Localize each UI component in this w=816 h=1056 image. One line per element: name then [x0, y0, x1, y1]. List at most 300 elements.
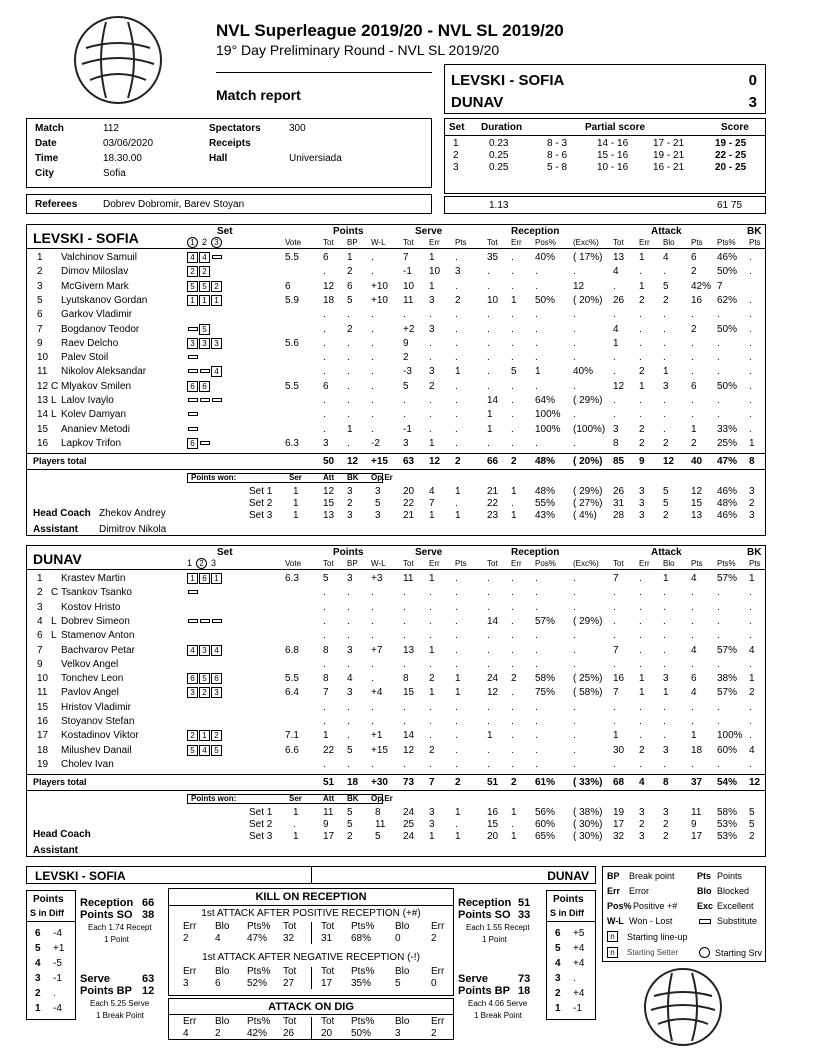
stat-cell: .: [663, 323, 666, 335]
player-name: Bogdanov Teodor: [61, 323, 140, 335]
stat-cell: .: [613, 352, 616, 364]
stat-cell: .: [535, 744, 538, 756]
stat-cell: .: [663, 716, 666, 727]
set-row-cell: 5: [347, 807, 353, 818]
player-name: Milushev Danail: [61, 744, 132, 756]
stat-cell: .: [511, 395, 514, 406]
stat-cell: .: [429, 337, 432, 349]
set-mark-1: 1: [187, 237, 198, 248]
stat-cell: .: [511, 744, 514, 756]
stat-cell: +1: [371, 730, 383, 742]
player-row: [27, 672, 765, 686]
stat-cell: 1: [663, 687, 669, 699]
stat-cell: .: [403, 658, 406, 670]
stat-cell: .: [347, 730, 350, 742]
player-row: [27, 351, 765, 365]
stat-cell: .: [749, 587, 752, 599]
lineup-box: 4: [187, 645, 198, 656]
referees-box: [26, 194, 432, 214]
points-rotation: 3: [35, 973, 41, 984]
stat-cell: .: [455, 252, 458, 263]
total-cell: 2: [455, 777, 461, 788]
player-name: Stamenov Anton: [61, 630, 135, 642]
substitute-mark-icon: [188, 619, 198, 623]
col-header: Pts: [749, 559, 761, 568]
set-row-cell: 23: [487, 510, 499, 521]
stat-cell: 2: [429, 380, 435, 392]
stat-cell: 2: [663, 437, 669, 449]
set-row-cell: 5: [347, 819, 353, 830]
stat-cell: 1: [639, 673, 645, 685]
stat-cell: .: [639, 395, 642, 406]
stat-cell: .: [347, 587, 350, 599]
stat-cell: .: [487, 366, 490, 378]
stat-cell: 46%: [717, 252, 738, 263]
substitute-mark-icon: [200, 441, 210, 445]
lineup-box: 1: [187, 295, 198, 306]
stat-cell: 3: [403, 437, 409, 449]
lineup-marks: [187, 252, 223, 263]
coach-label: Head Coach: [33, 508, 91, 519]
legend-pos-text: Positive +#: [633, 901, 678, 911]
set-row-label: Set 2: [249, 498, 273, 509]
stat-cell: 1: [487, 409, 493, 421]
kill-col-value: 20: [321, 1028, 333, 1039]
stat-cell: .: [663, 352, 666, 364]
stat-cell: .: [717, 758, 720, 770]
points-rotation: 1: [555, 1003, 561, 1014]
stat-cell: .: [511, 266, 514, 278]
player-row: [27, 744, 765, 758]
set-row-cell: 58%: [717, 807, 738, 818]
stat-cell: 1: [487, 730, 493, 742]
legend-bp-text: Break point: [629, 871, 675, 881]
points-won-header: BK: [347, 473, 359, 482]
stat-cell: .: [323, 701, 326, 713]
stat-cell: 1: [613, 337, 619, 349]
header-line: [27, 569, 765, 570]
set-row-cell: 1: [455, 831, 461, 842]
result-team2: DUNAV: [451, 94, 504, 111]
player-name: Kostov Hristo: [61, 601, 121, 613]
right-reception-value: 51: [518, 897, 531, 909]
set-row-cell: 1: [429, 510, 435, 521]
substitute-mark-icon: [699, 919, 711, 924]
stat-cell: .: [455, 758, 458, 770]
stat-cell: .: [749, 423, 752, 435]
stat-cell: .: [511, 758, 514, 770]
substitute-mark-icon: [188, 412, 198, 416]
stat-cell: 2: [639, 423, 645, 435]
stat-cell: .: [511, 687, 514, 699]
player-name: Lapkov Trifon: [61, 437, 122, 449]
stat-cell: .: [749, 409, 752, 421]
stat-cell: .: [511, 423, 514, 435]
stat-cell: 40%: [573, 366, 594, 378]
col-header: W-L: [371, 238, 386, 247]
stat-cell: .: [511, 615, 514, 627]
set-score-cell: 0.25: [489, 150, 509, 161]
stat-cell: .: [323, 758, 326, 770]
stat-cell: .: [455, 323, 458, 335]
stat-cell: 35: [487, 252, 499, 263]
player-name: Cholev Ivan: [61, 758, 114, 770]
stat-cell: 5: [511, 366, 517, 378]
kill-col-value: 42%: [247, 1028, 268, 1039]
date-label: Date: [35, 138, 57, 149]
stat-cell: .: [323, 630, 326, 642]
set-row-cell: 5: [749, 807, 755, 818]
time-label: Time: [35, 153, 59, 164]
lineup-box: 2: [211, 281, 222, 292]
stat-cell: 5.5: [285, 252, 299, 263]
stat-cell: 7: [613, 687, 619, 699]
kill-col-header: Err: [183, 966, 197, 977]
set-row-cell: 1: [293, 831, 299, 842]
match-number: 112: [103, 123, 119, 134]
col-header: Err: [429, 559, 440, 568]
stat-cell: 12: [573, 280, 585, 292]
player-number: 4: [37, 615, 43, 627]
left-one-point: 1 Point: [104, 935, 129, 944]
stat-cell: .: [323, 266, 326, 278]
player-number: 7: [37, 644, 43, 656]
sets-header-set: Set: [449, 122, 465, 133]
points-won-header: BK: [347, 794, 359, 803]
player-number: 3: [37, 601, 43, 613]
stat-cell: .: [511, 352, 514, 364]
stat-cell: 7: [613, 644, 619, 656]
stat-cell: .: [691, 409, 694, 421]
kill-col-header: Pts%: [351, 1016, 375, 1027]
set-row-label: Set 1: [249, 807, 273, 818]
col-header: BP: [347, 559, 358, 568]
col-group-attack: Attack: [651, 226, 682, 237]
stat-cell: .: [403, 309, 406, 321]
kill-col-header: Tot: [321, 1016, 335, 1027]
lineup-box: 3: [187, 338, 198, 349]
stat-cell: 3: [429, 323, 435, 335]
total-cell: 4: [639, 777, 645, 788]
stat-cell: .: [371, 601, 374, 613]
stat-cell: -3: [403, 366, 412, 378]
player-row: [27, 380, 765, 394]
stat-cell: .: [663, 337, 666, 349]
stat-cell: (100%): [573, 423, 606, 435]
stat-cell: .: [535, 587, 538, 599]
stat-cell: 2: [429, 744, 435, 756]
lineup-box: 3: [199, 645, 210, 656]
set-row-cell: 3: [375, 510, 381, 521]
stat-cell: .: [639, 716, 642, 727]
stat-cell: .: [639, 337, 642, 349]
stat-cell: .: [573, 716, 576, 727]
stat-cell: .: [639, 352, 642, 364]
stat-cell: .: [347, 309, 350, 321]
stat-cell: +7: [371, 644, 383, 656]
stat-cell: .: [717, 658, 720, 670]
stat-cell: .: [371, 758, 374, 770]
total-cell: 63: [403, 456, 415, 467]
stat-cell: 4: [691, 573, 697, 584]
col-header: Tot: [487, 238, 498, 247]
player-row: [27, 658, 765, 672]
player-row: [27, 601, 765, 615]
stat-cell: .: [487, 587, 490, 599]
stat-cell: .: [691, 395, 694, 406]
stat-cell: .: [639, 601, 642, 613]
points-diff: -4: [53, 1003, 62, 1014]
total-cell: +15: [371, 456, 388, 467]
points-diff: .: [53, 988, 56, 999]
stat-cell: .: [487, 644, 490, 656]
set-row-cell: 8: [375, 807, 381, 818]
kill-col-header: Blo: [215, 1016, 230, 1027]
stat-cell: 7: [613, 573, 619, 584]
set-row-cell: .: [511, 819, 514, 830]
stat-cell: 24: [487, 673, 499, 685]
kill-col-header: Tot: [283, 921, 297, 932]
legend-pts: Pts: [697, 871, 712, 881]
total-cell: 12: [429, 456, 441, 467]
lineup-marks: [187, 616, 223, 626]
total-duration: 1.13: [489, 200, 509, 211]
stat-cell: .: [749, 630, 752, 642]
left-sindiff: S in Diff: [30, 908, 64, 918]
set-marks: [187, 237, 226, 248]
player-row: [27, 323, 765, 337]
lineup-box: 3: [199, 338, 210, 349]
assistant-name: Dimitrov Nikola: [99, 524, 167, 535]
total-cell: 12: [347, 456, 359, 467]
stat-cell: 12: [613, 380, 625, 392]
stat-cell: .: [347, 352, 350, 364]
stat-cell: 5.6: [285, 337, 299, 349]
points-rotation: 2: [555, 988, 561, 999]
stat-cell: 2: [749, 687, 755, 699]
stat-cell: 5: [347, 744, 353, 756]
stat-cell: .: [511, 730, 514, 742]
kill-col-header: Tot: [283, 1016, 297, 1027]
set-row-cell: 3: [429, 819, 435, 830]
set-row-cell: 17: [691, 831, 703, 842]
set-row-cell: 1: [293, 510, 299, 521]
set-row-cell: 2: [663, 831, 669, 842]
substitute-mark-icon: [212, 398, 222, 402]
stat-cell: 4: [691, 644, 697, 656]
stat-cell: .: [691, 366, 694, 378]
stat-cell: .: [691, 758, 694, 770]
player-number: 17: [37, 730, 49, 742]
stat-cell: .: [511, 280, 514, 292]
stat-cell: .: [573, 323, 576, 335]
result-score2: 3: [748, 94, 757, 111]
stat-cell: 8: [323, 673, 329, 685]
stat-cell: .: [347, 630, 350, 642]
stat-cell: 12: [403, 744, 415, 756]
stat-cell: .: [691, 658, 694, 670]
set-row-cell: 3: [749, 510, 755, 521]
set-row-cell: 5: [375, 831, 381, 842]
set-row-cell: ( 30%): [573, 819, 603, 830]
stat-cell: .: [663, 644, 666, 656]
stat-cell: .: [717, 409, 720, 421]
stat-cell: .: [573, 266, 576, 278]
legend-srv-text: Starting Srv: [715, 948, 763, 958]
total-label: Players total: [33, 456, 87, 466]
stat-cell: .: [639, 573, 642, 584]
bottom-team2: DUNAV: [547, 869, 589, 883]
stat-cell: .: [403, 615, 406, 627]
kill-col-value: 0: [395, 933, 401, 944]
stat-cell: .: [749, 758, 752, 770]
stat-cell: .: [663, 587, 666, 599]
stat-cell: 1: [639, 252, 645, 263]
stat-cell: .: [535, 323, 538, 335]
player-role: C: [51, 380, 59, 392]
stat-cell: .: [487, 380, 490, 392]
right-serve-value: 73: [518, 973, 531, 985]
stat-cell: 1: [691, 423, 697, 435]
kill-col-header: Pts%: [351, 921, 375, 932]
left-serve-label: Serve: [80, 973, 110, 985]
lineup-marks: [187, 366, 223, 377]
set-row-cell: 13: [691, 510, 703, 521]
stat-cell: .: [639, 730, 642, 742]
points-diff: -4: [53, 928, 62, 939]
stat-cell: 3: [663, 380, 669, 392]
total-cell: 40: [691, 456, 703, 467]
stat-cell: 3: [347, 573, 353, 584]
stat-cell: 2: [691, 437, 697, 449]
lineup-box: 5: [187, 281, 198, 292]
player-role: L: [51, 395, 57, 406]
player-number: 11: [37, 366, 48, 378]
col-header: Blo: [663, 559, 675, 568]
col-header: Pts: [691, 559, 703, 568]
kill-divider: [311, 922, 312, 944]
match-info: [26, 118, 432, 188]
stat-cell: .: [455, 409, 458, 421]
stat-cell: .: [511, 630, 514, 642]
stat-cell: .: [455, 437, 458, 449]
stat-cell: 1: [455, 673, 461, 685]
stat-cell: 38%: [717, 673, 738, 685]
total-cell: 51: [323, 777, 335, 788]
lineup-marks: [187, 645, 223, 656]
legend-pos: Pos%: [607, 901, 632, 911]
stat-cell: .: [371, 615, 374, 627]
total-label: Players total: [33, 777, 87, 787]
set-score-cell: 19 - 21: [653, 150, 685, 161]
stat-cell: 14: [487, 615, 499, 627]
stat-cell: 5.5: [285, 380, 299, 392]
starting-setter-icon: n: [607, 947, 618, 958]
kill-col-value: 2: [183, 933, 189, 944]
stat-cell: -1: [403, 266, 412, 278]
stat-cell: 2: [639, 744, 645, 756]
set-score-cell: 8 - 6: [547, 150, 568, 161]
match-label: Match: [35, 123, 64, 134]
points-rotation: 1: [35, 1003, 41, 1014]
legend-box: [602, 866, 766, 962]
stat-cell: 1: [663, 366, 669, 378]
col-header: W-L: [371, 559, 386, 568]
stat-cell: .: [371, 380, 374, 392]
stat-cell: 8: [403, 673, 409, 685]
stat-cell: .: [535, 437, 538, 449]
stat-cell: .: [639, 323, 642, 335]
stat-cell: 100%: [717, 730, 743, 742]
stat-cell: .: [403, 601, 406, 613]
col-header: Pts%: [717, 559, 736, 568]
stat-cell: 1: [639, 380, 645, 392]
stat-cell: .: [639, 644, 642, 656]
stat-cell: .: [511, 409, 514, 421]
player-row: [27, 251, 765, 265]
kill-col-value: 0: [431, 978, 437, 989]
total-cell: 51: [487, 777, 499, 788]
lineup-marks: [187, 438, 211, 449]
points-won-header: Att: [323, 473, 335, 482]
stat-cell: .: [639, 758, 642, 770]
stat-cell: .: [429, 352, 432, 364]
set-row-cell: 17: [613, 819, 625, 830]
stat-cell: .: [613, 395, 616, 406]
stat-cell: 2: [347, 323, 353, 335]
stat-cell: 26: [613, 294, 625, 306]
stat-cell: .: [573, 409, 576, 421]
col-header: Pts: [455, 238, 467, 247]
stat-cell: .: [749, 252, 752, 263]
stat-cell: ( 29%): [573, 395, 603, 406]
stat-cell: 3: [347, 644, 353, 656]
points-rotation: 5: [35, 943, 41, 954]
stat-cell: .: [511, 701, 514, 713]
stat-cell: .: [613, 366, 616, 378]
stat-cell: .: [323, 658, 326, 670]
stat-cell: .: [749, 395, 752, 406]
set-score-cell: 14 - 16: [597, 138, 629, 149]
set-row-cell: 3: [639, 510, 645, 521]
stat-cell: .: [403, 716, 406, 727]
points-won-label: Points won:: [191, 794, 237, 803]
stat-cell: 1: [663, 573, 669, 584]
legend-sub-text: Substitute: [717, 916, 758, 926]
spectators: 300: [289, 123, 306, 134]
stat-cell: +3: [371, 573, 383, 584]
player-row: [27, 394, 765, 408]
stat-cell: .: [511, 437, 514, 449]
col-group-bk: BK: [747, 226, 762, 237]
player-number: 16: [37, 437, 49, 449]
kill-title: KILL ON RECEPTION: [255, 891, 367, 903]
lineup-box: 2: [187, 730, 198, 741]
set-score-cell: 10 - 16: [597, 162, 629, 173]
lineup-marks: [187, 281, 223, 292]
header-line: [27, 248, 765, 249]
set-mark-1: 1: [187, 558, 193, 568]
total-cell: 48%: [535, 456, 556, 467]
player-name: Stoyanov Stefan: [61, 716, 135, 727]
set-row-cell: 11: [323, 807, 334, 818]
stat-cell: 16: [613, 673, 625, 685]
stat-cell: +10: [371, 294, 388, 306]
stat-cell: 4: [749, 644, 755, 656]
player-number: 6: [37, 630, 43, 642]
sets-header-partial: Partial score: [585, 122, 646, 133]
set-score-cell: 20 - 25: [715, 162, 747, 173]
